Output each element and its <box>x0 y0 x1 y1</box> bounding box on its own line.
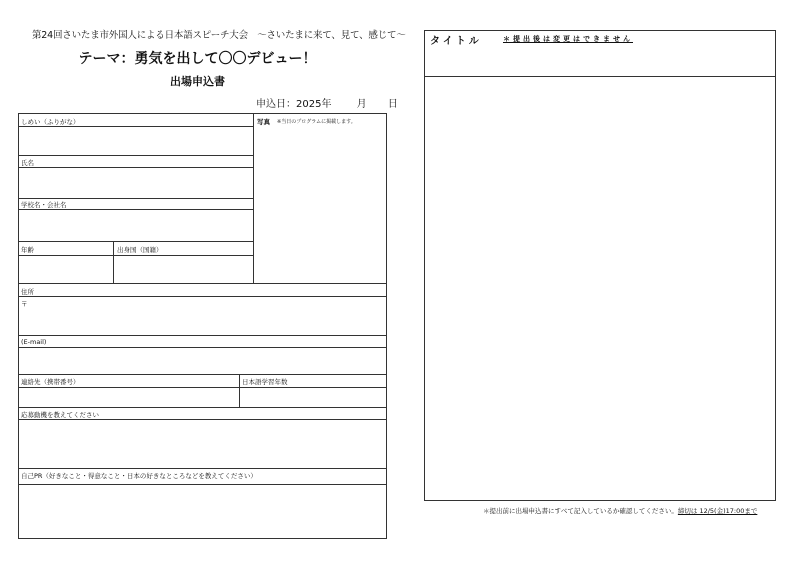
name-label: 氏名 <box>21 159 34 167</box>
email-top-line <box>18 335 387 336</box>
footer-check-note: ＊提出前に出場申込書にすべて記入しているか確認してください。 <box>483 507 678 515</box>
motivation-top-line <box>18 407 387 408</box>
title-divider <box>424 76 776 77</box>
month-label: 月 <box>356 99 367 110</box>
email-label: (E-mail) <box>21 338 47 346</box>
day-label: 日 <box>387 99 398 110</box>
jlpt-years-label: 日本語学習年数 <box>242 378 288 386</box>
title-note: ＊提出後は変更はできません <box>503 35 633 43</box>
phone-label-line <box>18 387 387 388</box>
school-top-line <box>18 198 253 199</box>
photo-divider <box>253 113 254 283</box>
address-top-line <box>18 283 387 284</box>
title-label: タイトル <box>430 36 482 47</box>
age-divider <box>113 241 114 283</box>
photo-note: ※当日のプログラムに掲載します。 <box>277 119 356 125</box>
deadline: 締切は 12/5(金)17:00まで <box>677 507 758 515</box>
phone-label: 連絡先（携帯番号） <box>21 378 80 386</box>
name-top-line <box>18 155 253 156</box>
address-label: 住所 <box>21 288 34 296</box>
age-top-line <box>18 241 253 242</box>
nationality-label: 出身国（国籍） <box>117 246 163 254</box>
email-label-line <box>18 347 387 348</box>
self-pr-label: 自己PR（好きなこと・得意なこと・日本の好きなところなどを教えてください） <box>21 472 257 480</box>
selfpr-top-line <box>18 468 387 469</box>
apply-date-label: 申込日：2025年 <box>256 99 332 110</box>
footer-note <box>483 506 757 515</box>
phone-divider <box>239 374 240 407</box>
age-label-line <box>18 255 253 256</box>
furigana-name-label: しめい（ふりがな） <box>21 118 80 126</box>
theme-heading: テーマ：勇気を出して〇〇デビュー！ <box>78 51 317 67</box>
event-title: 第24回さいたま市外国人による日本語スピーチ大会 ～さいたまに来て、見て、感じて～ <box>32 30 406 41</box>
apply-date <box>256 95 398 110</box>
form-title: 出場申込書 <box>170 75 225 88</box>
school-company-label: 学校名・会社名 <box>21 201 67 209</box>
phone-top-line <box>18 374 387 375</box>
postal-mark: 〒 <box>21 300 28 308</box>
selfpr-label-line <box>18 484 387 485</box>
speech-title-box <box>424 30 776 501</box>
photo-label: 写真 <box>257 118 270 126</box>
motivation-label: 応募動機を教えてください <box>21 411 99 419</box>
motivation-label-line <box>18 419 387 420</box>
name-label-line <box>18 167 253 168</box>
furigana-line <box>18 126 253 127</box>
school-label-line <box>18 209 253 210</box>
age-label: 年齢 <box>21 246 34 254</box>
address-label-line <box>18 296 387 297</box>
